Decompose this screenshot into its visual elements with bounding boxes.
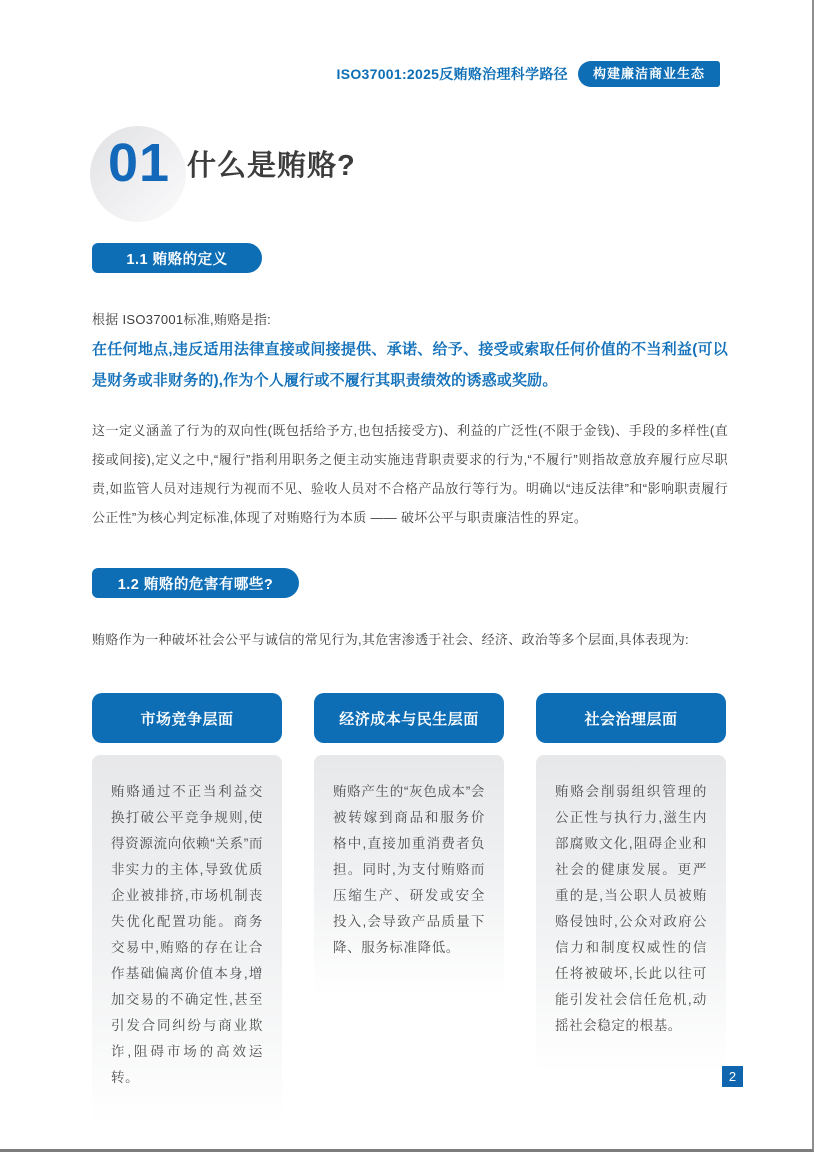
page-header — [337, 61, 720, 87]
header-badge: 构建廉洁商业生态 — [578, 61, 720, 87]
section-1-1-heading: 1.1 贿赂的定义 — [92, 243, 262, 273]
harm-card-governance — [536, 693, 726, 1073]
harm-cards — [92, 693, 726, 1125]
section-1-2-heading: 1.2 贿赂的危害有哪些? — [92, 568, 299, 598]
harm-card-economy-body: 贿赂产生的“灰色成本”会被转嫁到商品和服务价格中,直接加重消费者负担。同时,为支付贿赂而压缩生产、研发或安全投入,会导致产品质量下降、服务标准降低。 — [314, 755, 504, 995]
definition-intro-text: 根据 ISO37001标准,贿赂是指: — [92, 312, 272, 327]
bribery-definition-text: 在任何地点,违反适用法律直接或间接提供、承诺、给予、接受或索取任何价值的不当利益(可以是财务或非财务的),作为个人履行或不履行其职责绩效的诱惑或奖励。 — [92, 341, 728, 389]
page-number-badge: 2 — [722, 1066, 743, 1087]
harm-card-market-title: 市场竞争层面 — [92, 693, 282, 743]
harm-card-market — [92, 693, 282, 1125]
chapter-title: 什么是贿赂? — [187, 150, 356, 182]
harm-card-governance-title: 社会治理层面 — [536, 693, 726, 743]
harm-card-governance-body: 贿赂会削弱组织管理的公正性与执行力,滋生内部腐败文化,阻碍企业和社会的健康发展。更严重的是,当公职人员被贿赂侵蚀时,公众对政府公信力和制度权威性的信任将被破坏,长此以往可能引发社会信任危机,动摇社会稳定的根基。 — [536, 755, 726, 1073]
harms-intro-text: 贿赂作为一种破坏社会公平与诚信的常见行为,其危害渗透于社会、经济、政治等多个层面,具体表现为: — [92, 632, 689, 647]
harm-card-economy-title: 经济成本与民生层面 — [314, 693, 504, 743]
document-title: ISO37001:2025反贿赂治理科学路径 — [336, 66, 568, 82]
harm-card-economy — [314, 693, 504, 995]
chapter-number: 01 — [108, 133, 171, 193]
harm-card-market-body: 贿赂通过不正当利益交换打破公平竞争规则,使得资源流向依赖“关系”而非实力的主体,导致优质企业被排挤,市场机制丧失优化配置功能。商务交易中,贿赂的存在让合作基础偏离价值本身,增加交易的不确定性,甚至引发合同纠纷与商业欺诈,阻碍市场的高效运转。 — [92, 755, 282, 1125]
definition-analysis-text: 这一定义涵盖了行为的双向性(既包括给予方,也包括接受方)、利益的广泛性(不限于金钱)、手段的多样性(直接或间接),定义之中,“履行”指利用职务之便主动实施违背职责要求的行为,“不履行”则指故意放弃履行应尽职责,如监管人员对违规行为视而不见、验收人员对不合格产品放行等行为。明确以“违反法律”和“影响职责履行公正性”为核心判定标准,体现了对贿赂行为本质 —— 破坏公平与职责廉洁性的界定。 — [92, 423, 728, 525]
